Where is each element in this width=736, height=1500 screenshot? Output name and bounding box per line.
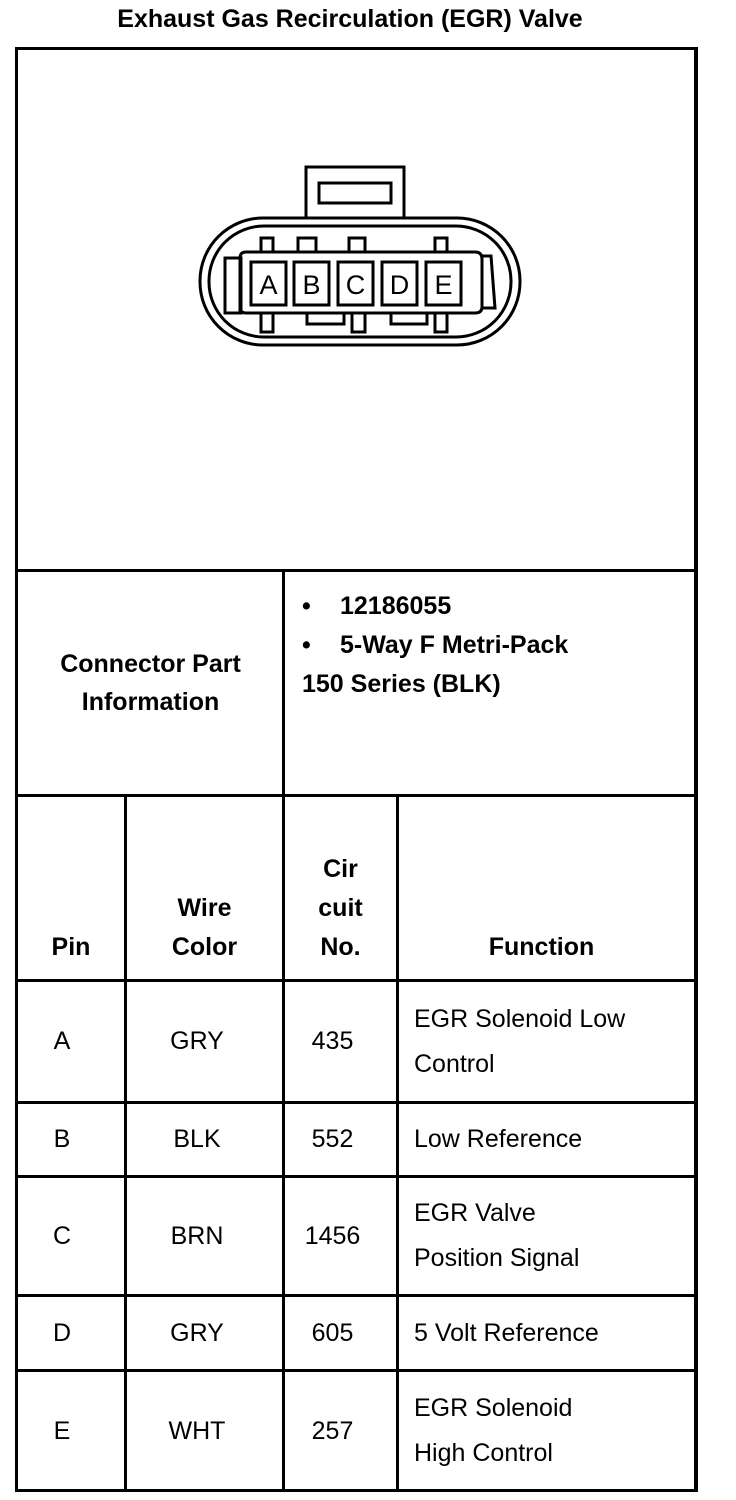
connector-info-details — [302, 587, 568, 704]
cell-function: EGR Solenoid Low Control — [414, 1004, 626, 1078]
pin-label-d: D — [389, 270, 410, 300]
cell-function: EGR Valve Position Signal — [414, 1199, 580, 1272]
cell-circuit: 257 — [311, 1416, 354, 1445]
pin-label-e: E — [434, 270, 453, 300]
cell-function: 5 Volt Reference — [414, 1318, 599, 1347]
connector-description-2: 150 Series (BLK) — [302, 670, 501, 698]
cell-function: EGR Solenoid High Control — [414, 1394, 573, 1467]
pin-label-a: A — [259, 270, 278, 300]
header-wire-color: Wire Color — [171, 894, 238, 961]
cell-pin: E — [53, 1416, 71, 1445]
bullet: • — [302, 631, 311, 659]
cell-wire-color: BRN — [170, 1221, 224, 1250]
bullet: • — [302, 592, 311, 620]
cell-wire-color: GRY — [170, 1027, 224, 1055]
connector-info-label: Connector Part Information — [60, 649, 241, 716]
cell-circuit: 605 — [311, 1318, 354, 1347]
cell-wire-color: BLK — [173, 1125, 221, 1153]
cell-circuit: 1456 — [304, 1221, 361, 1250]
cell-pin: B — [53, 1125, 71, 1153]
pin-label-c: C — [345, 270, 366, 300]
header-function: Function — [488, 933, 595, 961]
header-pin: Pin — [51, 933, 91, 961]
cell-wire-color: GRY — [170, 1318, 224, 1347]
cell-pin: C — [52, 1221, 72, 1250]
cell-function: Low Reference — [414, 1125, 583, 1153]
connector-description: 5-Way F Metri-Pack — [340, 631, 569, 659]
cell-pin: A — [53, 1027, 71, 1055]
cell-pin: D — [52, 1318, 72, 1347]
part-number: 12186055 — [340, 592, 452, 620]
page-title: Exhaust Gas Recirculation (EGR) Valve — [117, 5, 583, 33]
divider — [396, 795, 399, 1492]
cell-wire-color: WHT — [168, 1416, 226, 1445]
cell-circuit: 552 — [311, 1125, 354, 1153]
pin-label-b: B — [302, 270, 321, 300]
header-circuit-no: Cir cuit No. — [318, 855, 363, 961]
connector-face-diagram — [195, 160, 530, 355]
cell-circuit: 435 — [311, 1027, 354, 1055]
